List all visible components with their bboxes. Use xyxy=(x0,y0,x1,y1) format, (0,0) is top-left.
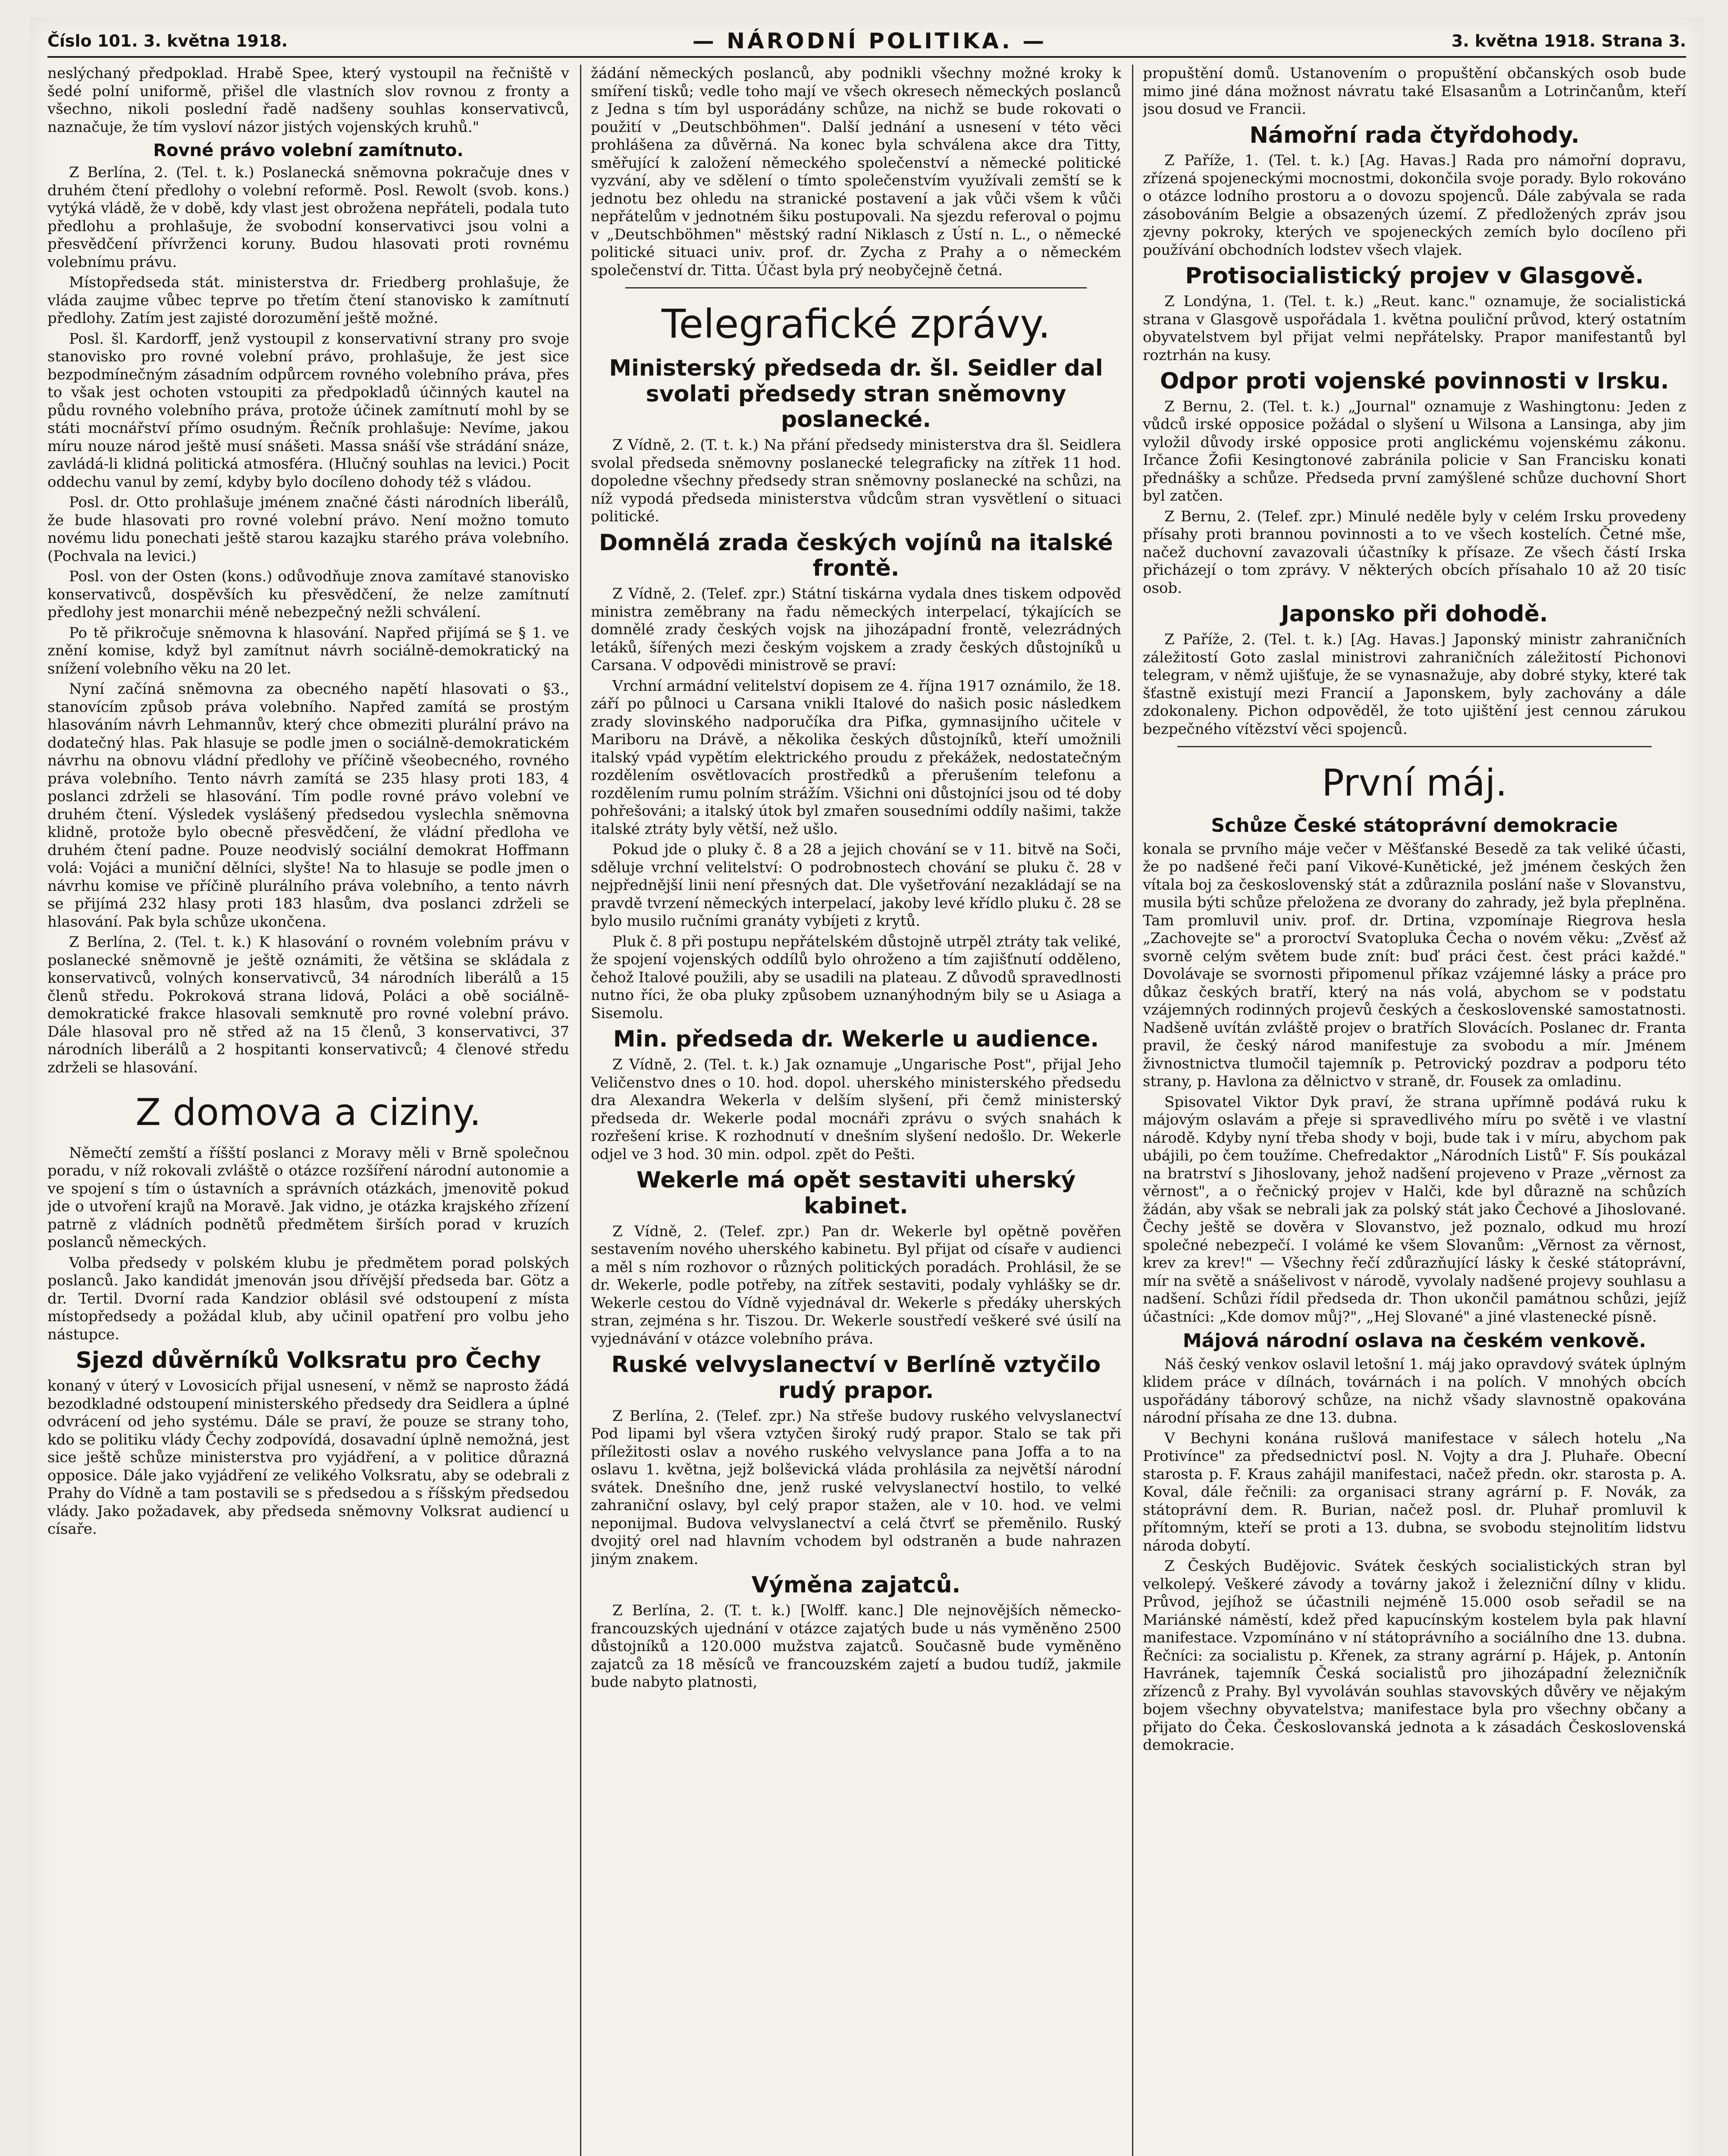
article-paragraph: Z Vídně, 2. (T. t. k.) Na přání předsedy ministerstva dra šl. Seidlera svolal předseda sněmovny poslanecké telegraficky na zítřek 11 hod. dopoledne všechny předsedy stran sněmovny poslanecké na schůzi, na níž vypodá předseda ministerstva vůdcům stran vysvětlení o situaci politické. xyxy=(591,436,1121,526)
article-paragraph: Z Paříže, 1. (Tel. t. k.) [Ag. Havas.] Rada pro námořní dopravu, zřízená spojeneckými mocnostmi, dokončila svoje porady. Bylo rokováno o otázce lodního prostoru a o dovozu spojenců. Dále zabývala se rada zásobováním Belgie a obsazených území. Z předložených zpráv jsou zjevny pokroky, kterých ve spojeneckých zemích bylo docíleno při používání obchodních lodstev všech vlajek. xyxy=(1143,152,1686,259)
column-2 xyxy=(591,65,1121,2156)
divider-line xyxy=(1177,746,1652,747)
article-paragraph: Z Českých Budějovic. Svátek českých socialistických stran byl velkolepý. Veškeré závody a továrny jakož i železniční dílny v klidu. Průvod, jejíhož se účastnili nejméně 15.000 osob seřadil se na Mariánské náměstí, kdež před kapucínským kostelem byla pak hlavní manifestace. Vzpomínáno v ní státoprávního a sociálního dne 13. dubna. Řečníci: za socialistu p. Křenek, za strany agrární p. Hájek, p. Antonín Havránek, tajemník Česká socialistů pro jihozápadní železničník zřízenců z Prahy. Byl vyvoláván souhlas stavovských důvěry ve nějakým bojem všechny obyvatelstva; manifestace byla pro všechny občany a přijato do Čeka. Českoslovanská jednota a k zásadách Československá demokracie. xyxy=(1143,1557,1686,1754)
article-paragraph: Náš český venkov oslavil letošní 1. máj jako opravdový svátek úplným klidem práce v dílnách, továrnách i na polích. V mnohých obcích uspořádány táborový schůze, na nichž všady slavnostně opakována národní přísaha ze dne 13. dubna. xyxy=(1143,1355,1686,1427)
issue-number: Číslo 101. 3. května 1918. xyxy=(47,31,288,50)
article-paragraph: Z Vídně, 2. (Telef. zpr.) Pan dr. Wekerle byl opětně pověřen sestavením nového uherského kabinetu. Byl přijat od císaře v audienci a měl s ním rozhovor o různých politických poradách. Prohlásil, že se dr. Wekerle, podle potřeby, na zítřek sestaviti, podaly vyhlášky se dr. Wekerle cestou do Vídně vyjednával dr. Wekerle s předáky uherských stran, zejména s hr. Tiszou. Dr. Wekerle soustředí veškeré své úsilí na vyjednávání v otázce volebního práva. xyxy=(591,1222,1121,1348)
article-paragraph: Z Londýna, 1. (Tel. t. k.) „Reut. kanc." oznamuje, že socialistická strana v Glasgově uspořádala 1. května pouliční průvod, který ostatním obyvatelstvem byl přijat velmi nepřátelsky. Prapor manifestantů byl roztrhán na kusy. xyxy=(1143,293,1686,364)
article-paragraph: Posl. šl. Kardorff, jenž vystoupil z konservativní strany pro svoje stanovisko pro rovné volební právo, prohlašuje, že jest sice bezpodmínečným zásadním odpůrcem rovného volebního práva, přes to však jest ochoten vstoupiti za předpokladů účinných kautel na půdu rovného volebního práva, protože účinek zamítnutí mohl by se státi mocnářství přímo osudným. Řečník prohlašuje: Nevíme, jakou míru nouze národ ještě musí snášeti. Massa snáší vše strádání snáze, zavládá-li klidná politická atmosféra. (Hlučný souhlas na levici.) Pocit oddechu vanul by zemí, kdyby bylo docíleno dohody též s vládou. xyxy=(47,330,569,491)
section-title-domestic: Z domova a ciziny. xyxy=(135,1091,481,1134)
article-paragraph: Místopředseda stát. ministerstva dr. Friedberg prohlašuje, že vláda zaujme vůbec teprve po třetím čtení stanovisko k zamítnutí předlohy. Zatím jest zajisté dorozumění ještě možné. xyxy=(47,274,569,327)
article-paragraph: Z Berlína, 2. (Telef. zpr.) Na střeše budovy ruského velvyslanectví Pod lipami byl všera vztyčen široký rudý prapor. Stalo se tak při příležitosti oslav a nového ruského velvyslance pana Joffa a to na oslavu 1. května, jejž bolševická vláda prohlásila za největší národní svátek. Dnešního dne, jenž ruské velvyslanectví hostilo, to velké zahraniční oslavy, byl celý prapor stažen, ale v 10. hod. ve velmi neponijmal. Budova velvyslanectví a celá čtvrť se přeměnilo. Ruský dvojitý orel nad hlavním vchodem byl odstraněn a bude nahrazen jiným znakem. xyxy=(591,1407,1121,1568)
section-heading: Rovné právo volební zamítnuto. xyxy=(153,141,464,160)
article-headline: Wekerle má opět sestaviti uherský kabinet. xyxy=(636,1167,1076,1219)
article-paragraph: Posl. von der Osten (kons.) odůvodňuje znova zamítavé stanovisko konservativců, dospěvších ku přesvědčení, že nelze zamítnutí předlohy jest monarchii méně nebezpečný nežli schválení. xyxy=(47,568,569,621)
divider-line xyxy=(625,287,1087,288)
article-paragraph: Z Bernu, 2. (Tel. t. k.) „Journal" oznamuje z Washingtonu: Jeden z vůdců irské opposice požádal o slyšení u Wilsona a Lansinga, aby jim vyložil důvody irské opposice proti anglickému vojenskému zákonu. Irčance Žofii Kesingtonové zabránila policie v San Francisku konati přednášky a schůze. Předseda první zamýšlené schůze duchovní Short byl zatčen. xyxy=(1143,398,1686,505)
article-headline: Májová národní oslava na českém venkově. xyxy=(1182,1330,1646,1352)
article-headline: Ruské velvyslanectví v Berlíně vztyčilo rudý prapor. xyxy=(611,1352,1101,1404)
article-paragraph: Z Bernu, 2. (Telef. zpr.) Minulé neděle byly v celém Irsku provedeny přísahy proti brannou povinnosti a to ve všech kostelích. Četné mše, načež duchovní zavazovali účastníky k přísaze. Ze všech částí Irska přicházejí o tom zprávy. V některých obcích přísahalo 10 až 20 tisíc osob. xyxy=(1143,508,1686,597)
article-headline: Japonsko při dohodě. xyxy=(1281,601,1548,627)
article-headline: Domnělá zrada českých vojínů na italské frontě. xyxy=(599,530,1113,582)
masthead xyxy=(47,26,1686,58)
section-title-telegraph: Telegrafické zprávy. xyxy=(661,301,1051,347)
column-3 xyxy=(1143,65,1686,2156)
article-paragraph: Pluk č. 8 při postupu nepřátelském důstojně utrpěl ztráty tak veliké, že spojení vojenských oddílů bylo ohroženo a tím zajišťnutí odděleno, čehož Italové použili, aby se usadili na plateau. Z důvodů spravedlnosti nutno říci, že oba pluky způsobem uznanýhodným bily se u Asiaga a Sisemolu. xyxy=(591,933,1121,1022)
newspaper-page xyxy=(30,17,1703,2156)
article-paragraph: Z Paříže, 2. (Tel. t. k.) [Ag. Havas.] Japonský ministr zahraničních záležitostí Goto zaslal ministrovi zahraničních záležitostí Pichonovi telegram, v němž ujišťuje, že se vynasnažuje, aby dobré styky, které tak šťastně existují mezi Francií a Japonskem, byly zachovány a dále zdokonaleny. Pichon odpověděl, že toto ujištění jest cennou zárukou bezpečného vítězství věci spojenců. xyxy=(1143,631,1686,738)
article-headline: Protisocialistický projev v Glasgově. xyxy=(1185,263,1644,289)
article-headline: Sjezd důvěrníků Volksratu pro Čechy xyxy=(75,1348,541,1374)
article-paragraph: Volba předsedy v polském klubu je předmětem porad polských poslanců. Jako kandidát jmenován jsou dřívější předseda bar. Götz a dr. Tertil. Dvorní rada Kandzior oblásil své odstoupení z místa místopředsedy a požádal klub, aby učinil opatření pro volbu jeho nástupce. xyxy=(47,1254,569,1343)
article-headline: Námořní rada čtyřdohody. xyxy=(1249,122,1580,148)
column-1 xyxy=(47,65,569,2156)
article-paragraph: Z Berlína, 2. (T. t. k.) [Wolff. kanc.] Dle nejnovějších německo-francouzských ujednání v otázce zajatých bude u nás vyměněno 2500 důstojníků a 120.000 mužstva zajatců. Současně bude vyměněno zajatců za 18 měsíců ve francouzském zajetí a budou tudíž, jakmile bude nabyto platnosti, xyxy=(591,1602,1121,1691)
paper-title: — NÁRODNÍ POLITIKA. — xyxy=(692,28,1047,53)
article-headline: Výměna zajatců. xyxy=(751,1572,961,1598)
article-paragraph: Z Berlína, 2. (Tel. t. k.) Poslanecká sněmovna pokračuje dnes v druhém čtení předlohy o volební reformě. Posl. Rewolt (svob. kons.) vytýká vládě, že v době, kdy vlast jest obrožena nepřáteli, podala tuto předlohu a prohlašuje, že svobodní konservativci jsou volni a přesvědčení přívrženci koruny. Budou hlasovati proti rovnému volebnímu právu. xyxy=(47,164,569,271)
article-paragraph: Z Berlína, 2. (Tel. t. k.) K hlasování o rovném volebním právu v poslanecké sněmovně je ještě oznámiti, že většina se skládala z konservativců, volných konservativců, 34 národních liberálů a 15 členů středu. Pokroková strana lidová, Poláci a obě sociálně-demokratické frakce hlasovali semknutě pro rovné volební právo. Dále hlasoval pro ně střed až na 15 členů, 3 konservativci, 37 národních liberálů a 2 hospitanti konservativců; 4 členové středu zdrželi se hlasování. xyxy=(47,934,569,1076)
article-headline: Min. předseda dr. Wekerle u audience. xyxy=(613,1026,1099,1053)
article-paragraph: Nyní začíná sněmovna za obecného napětí hlasovati o §3., stanovícím způsob práva volebního. Napřed zamítá se prostým hlasováním návrh Lehmannův, který chce obmeziti plurální právo na dodatečný hlas. Pak hlasuje se podle jmen o sociálně-demokratickém návrhu na obnovu vládní předlohy ve příčině všeobecného, rovného práva volebního. Tento návrh zamítá se 235 hlasy proti 183, 4 poslanci zdrželi se hlasování. Tím podle rovné právo volební ve druhém čtení. Výsledek vyslášený předsedou vyslechla sněmovna klidně, protože bylo obecně přesvědčení, že vládní předloha ve druhém čtení padne. Pouze neodvislý sociální demokrat Hoffmann volá: Vojáci a muniční dělníci, slyšte! Na to hlasuje se podle jmen o návrhu komise ve příčině plurálního práva volebního, a tento návrh se přijímá 232 hlasy proti 183 hlasům, dva poslanci zdrželi se hlasování. Pak byla schůze ukončena. xyxy=(47,680,569,931)
column-divider xyxy=(1132,65,1133,2156)
article-paragraph: Posl. dr. Otto prohlašuje jménem značné části národních liberálů, že bude hlasovati pro rovné volební právo. Není možno tomuto novému lidu ponechati ještě starou kazajku starého práva volebního. (Pochvala na levici.) xyxy=(47,494,569,565)
section-title-first-may: První máj. xyxy=(1321,761,1508,805)
article-paragraph: Z Vídně, 2. (Tel. t. k.) Jak oznamuje „Ungarische Post", přijal Jeho Veličenstvo dnes o 10. hod. dopol. uherského ministerského předsedu dra Alexandra Wekerla v delším slyšení, při čemž ministerský předseda dr. Wekerle podal mocnáři zprávu o svých snahách k rozřešení krise. K rozhodnutí v dnešním slyšení nedošlo. Dr. Wekerle odjel ve 3 hod. 30 min. odpol. zpět do Pešti. xyxy=(591,1056,1121,1163)
article-paragraph: Z Vídně, 2. (Telef. zpr.) Státní tiskárna vydala dnes tiskem odpověď ministra zeměbrany na řadu německých interpelací, týkajících se domnělé zrady českých vojsk na jihozápadní frontě, velezrádných letáků, šířených mezi českým vojskem a zrady českých důstojníků u Carsana. V odpovědi ministrově se praví: xyxy=(591,585,1121,674)
article-headline: Ministerský předseda dr. šl. Seidler dal svolati předsedy stran sněmovny poslanecké. xyxy=(609,355,1103,433)
article-paragraph: konaný v úterý v Lovosicích přijal usnesení, v němž se naprosto žádá bezodkladné odstoupení ministerského předsedy dra Seidlera a úplné odvrácení od jeho systému. Dále se praví, že pouze se strany toho, kdo se politiku vlády Čechy zodpovídá, dosavadní úplně nemožná, jest sice ještě schůze ministerstva pro vyjádření, a v politice důrazná opposice. Dále jako vyjádření ze velikého Volksratu, aby se odebrali z Prahy do Vídně a tam postavili se s předsedou a s říšským předsedou vlády. Jako požadavek, aby předseda sněmovny Volksrat audiencí u císaře. xyxy=(47,1377,569,1538)
article-paragraph: neslýchaný předpoklad. Hrabě Spee, který vystoupil na řečniště v šedé polní uniformě, přišel dle vlastních slov rovnou z fronty a všechno, nikoli poslední řadě nadšeny souhlas konservativců, naznačuje, že tím vysloví názor jistých vojenských kruhů." xyxy=(47,65,569,136)
article-paragraph: Němečtí zemští a říšští poslanci z Moravy měli v Brně společnou poradu, v níž rokovali zvláště o otázce rozšíření národní autonomie a ve spojení s tím o ústavních a správních otázkách, jmenovitě pokud jde o utvoření krajů na Moravě. Jak vidno, je otázka krajského zřízení patrně z vládních podnětů předmětem širších porad v kruzích poslanců německých. xyxy=(47,1144,569,1251)
article-paragraph: konala se prvního máje večer v Měšťanské Besedě za tak veliké účasti, že po nadšené řeči paní Vikové-Kunětické, jež jménem českých žen vítala boj za československý stát a zdůraznila poslání naše v Slovanstvu, musila býti schůze přeložena ze dvorany do zahrady, jež byla přeplněna. Tam promluvil univ. prof. dr. Drtina, vzpomínaje Riegrova hesla „Zachovejte se" a proroctví Svatopluka Čecha o novém věku: „Zvěsť až svorně celým světem bude znít: buď práci čest. čest práci každé." Dovolávaje se svornosti připomenul příkaz vzájemné lásky a práce pro důkaz českých bratří, který na nás volá, abychom se v podstatu vzájemných rodinných projevů českých a československé samostatnosti. Nadšeně uvítán zvláště projev o bratřích Slovácích. Poslanec dr. Franta pravil, že český národ manifestuje za svobodu a mír. Jménem živnostnictva tlumočil tajemník p. Petrovický pozdrav a podporu této strany, p. Havlona za dělnictvo v straně, dr. Fousek za omladinu. xyxy=(1143,840,1686,1091)
article-paragraph: V Bechyni konána rušlová manifestace v sálech hotelu „Na Protivínce" za předsednictví posl. N. Vojty a dra J. Pluhaře. Obecní starosta p. F. Kraus zahájil manifestaci, načež předn. okr. starosta p. A. Koval, dále řečnili: za organisaci strany agrární p. F. Novák, za státoprávní dem. R. Burian, načež posl. dr. Pluhař promluvil k přítomným, kteří se proti a 13. dubna, se svobodu stejnolitím lidstvu národa dobytí. xyxy=(1143,1429,1686,1554)
article-paragraph: Po tě přikročuje sněmovna k hlasování. Napřed přijímá se § 1. ve znění komise, když byl zamítnut návrh sociálně-demokratický na snížení volebního věku na 20 let. xyxy=(47,624,569,677)
column-divider xyxy=(580,65,581,2156)
article-paragraph: propuštění domů. Ustanovením o propuštění občanských osob bude mimo jiné dána možnost návratu také Elsasanům a Lotrinčanům, kteří jsou dosud ve Francii. xyxy=(1143,65,1686,118)
article-paragraph: Pokud jde o pluky č. 8 a 28 a jejich chování se v 11. bitvě na Soči, sděluje vrchní velitelství: O podrobnostech chování se pluku č. 28 v nejpřednější linii není přesných dat. Dle vyšetřování nezakládají se na pravdě tvrzení německých interpelací, jakoby levé křídlo pluku č. 28 se bylo musilo ručními granáty vybíjeti z krytů. xyxy=(591,841,1121,930)
article-headline: Schůze České státoprávní demokracie xyxy=(1211,815,1618,837)
article-paragraph: Spisovatel Viktor Dyk praví, že strana upřímně podává ruku k májovým oslavám a přeje si spravedlivého míru po světě i ve vlastní národě. Kdyby nyní třeba shody v boji, bude tak i v míru, abychom pak ubájili, po čem toužíme. Chefredaktor „Národních Listů" F. Sís poukázal na bratrství s Jihoslovany, jehož nadšení projeveno v Praze „věrnost za věrnost", a o řečnický projev v Halči, kde byl důrazně na schůzích žádán, aby však se nebrali jak za polský stát jako Čechové a Jihoslované. Čechy ještě se dověra v Slovanstvo, jež poznalo, odkud mu hrozí společné nebezpečí. I volámé ke všem Slovanům: „Věrnost za věrnost, krev za krev!" — Všechny řečí zdůrazňující lásky k české státoprávní, mír na světě a snášelivost v národě, vyvolaly nadšené projevy souhlasu a nadšení. Schůzi řídil předseda dr. Thon ukončil památnou schůzi, jejíž účastníci: „Kde domov můj?", „Hej Slované" a jiné vlastenecké písně. xyxy=(1143,1093,1686,1326)
article-headline: Odpor proti vojenské povinnosti v Irsku. xyxy=(1160,368,1669,395)
article-paragraph: Vrchní armádní velitelství dopisem ze 4. října 1917 oznámilo, že 18. září po půlnoci u Carsana vnikli Italové do našich posic následkem zrady slovinského nadporučíka dra Pifka, gymnasijního učitele v Mariboru na Drávě, a několika českých důstojníků, kteří umožnili italský vpád vypětím elektrického proudu z překážek, nedostatečným rozdělením osvětlovacích prostředků a přerušením telefonu a rozdělením rumu polním strážím. Všichni oni důstojníci jsou od té doby pohřešováni; a italský útok byl zmařen sousedními oddíly našimi, takže italské ztráty byly větší, než ušlo. xyxy=(591,677,1121,838)
date-and-page: 3. května 1918. Strana 3. xyxy=(1451,31,1686,50)
article-paragraph: žádání německých poslanců, aby podnikli všechny možné kroky k smíření tisků; vedle toho mají ve všech okresech německých poslanců z Jedna s tím byl usporádány schůze, na nichž se bude rokovati o použití v „Deutschböhmen". Další jednání a usnesení v této věci prohlášena za důvěrná. Na konec byla schválena akce dra Titty, směřující k založení německého společenství a německé politické vyzvání, aby ve sdělení o tímto společenstvím využívali zemští se k jednotu bez ohledu na stranické postavení a jak vůči všem k vůči nepřátelům v jednotném šiku postupovali. Na sjezdu referoval o pojmu v „Deutschböhmen" městský radní Niklasch z Ústí n. L., o německé politické situaci univ. prof. dr. Zycha z Prahy a o německém společenství dr. Titta. Účast byla prý neobyčejně četná. xyxy=(591,65,1121,279)
